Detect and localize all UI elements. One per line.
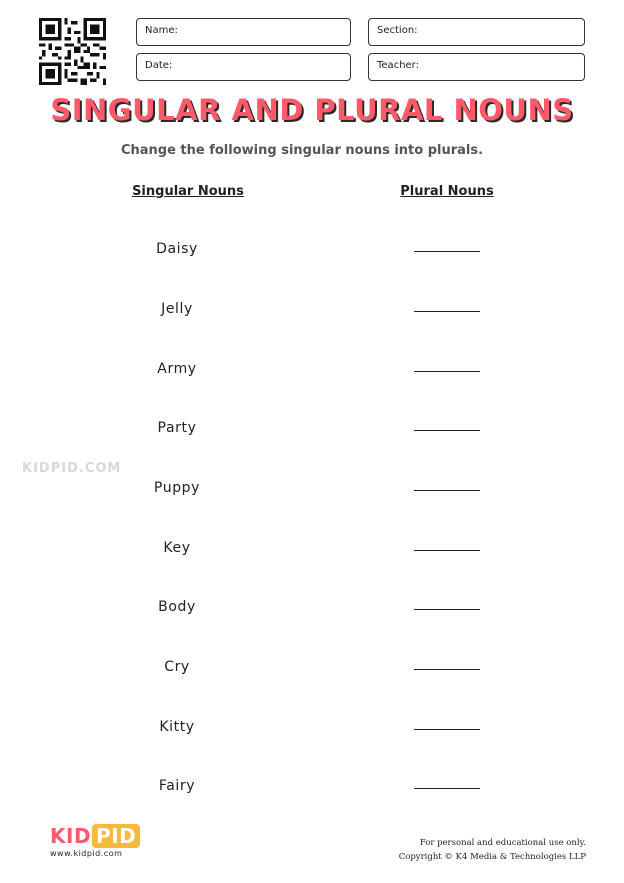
singular-noun: Party	[157, 420, 197, 436]
singular-noun: Army	[157, 361, 197, 377]
list-item	[0, 480, 624, 510]
list-item	[0, 241, 624, 271]
name-label: Name:	[145, 25, 178, 36]
answer-blank[interactable]	[414, 669, 480, 670]
answer-blank[interactable]	[414, 550, 480, 551]
kidpid-logo[interactable]	[50, 824, 140, 858]
list-item	[0, 540, 624, 570]
section-field[interactable]	[368, 18, 585, 46]
list-item	[0, 778, 624, 808]
answer-blank[interactable]	[414, 251, 480, 252]
list-item	[0, 659, 624, 689]
singular-noun: Fairy	[158, 778, 196, 794]
footer	[399, 836, 586, 864]
qr-code-icon	[39, 18, 106, 85]
instruction-text: Change the following singular nouns into plurals.	[120, 143, 484, 158]
logo-pid-badge: PID	[92, 824, 140, 848]
answer-blank[interactable]	[414, 788, 480, 789]
website-url[interactable]: www.kidpid.com	[50, 849, 123, 858]
list-item	[0, 301, 624, 331]
name-field[interactable]	[136, 18, 351, 46]
copyright-text: Copyright © K4 Media & Technologies LLP	[398, 852, 586, 862]
answer-blank[interactable]	[414, 490, 480, 491]
logo-kid-text: KID	[50, 824, 92, 848]
singular-noun: Puppy	[153, 480, 201, 496]
singular-column-heading: Singular Nouns	[132, 184, 244, 199]
usage-note: For personal and educational use only.	[419, 838, 586, 848]
teacher-label: Teacher:	[377, 60, 419, 71]
answer-blank[interactable]	[414, 371, 480, 372]
answer-blank[interactable]	[414, 311, 480, 312]
answer-blank[interactable]	[414, 729, 480, 730]
section-label: Section:	[377, 25, 418, 36]
list-item	[0, 420, 624, 450]
list-item	[0, 719, 624, 749]
list-item	[0, 361, 624, 391]
plural-column-heading: Plural Nouns	[400, 184, 494, 199]
singular-noun: Daisy	[156, 241, 198, 257]
watermark: KIDPID.COM	[22, 461, 122, 476]
list-item	[0, 599, 624, 629]
singular-noun: Body	[158, 599, 196, 615]
singular-noun: Key	[163, 540, 191, 556]
singular-noun: Kitty	[159, 719, 195, 735]
singular-noun: Jelly	[161, 301, 193, 317]
singular-noun: Cry	[164, 659, 190, 675]
answer-blank[interactable]	[414, 609, 480, 610]
answer-blank[interactable]	[414, 430, 480, 431]
date-field[interactable]	[136, 53, 351, 81]
page-title: SINGULAR AND PLURAL NOUNS	[50, 93, 574, 127]
date-label: Date:	[145, 60, 173, 71]
teacher-field[interactable]	[368, 53, 585, 81]
